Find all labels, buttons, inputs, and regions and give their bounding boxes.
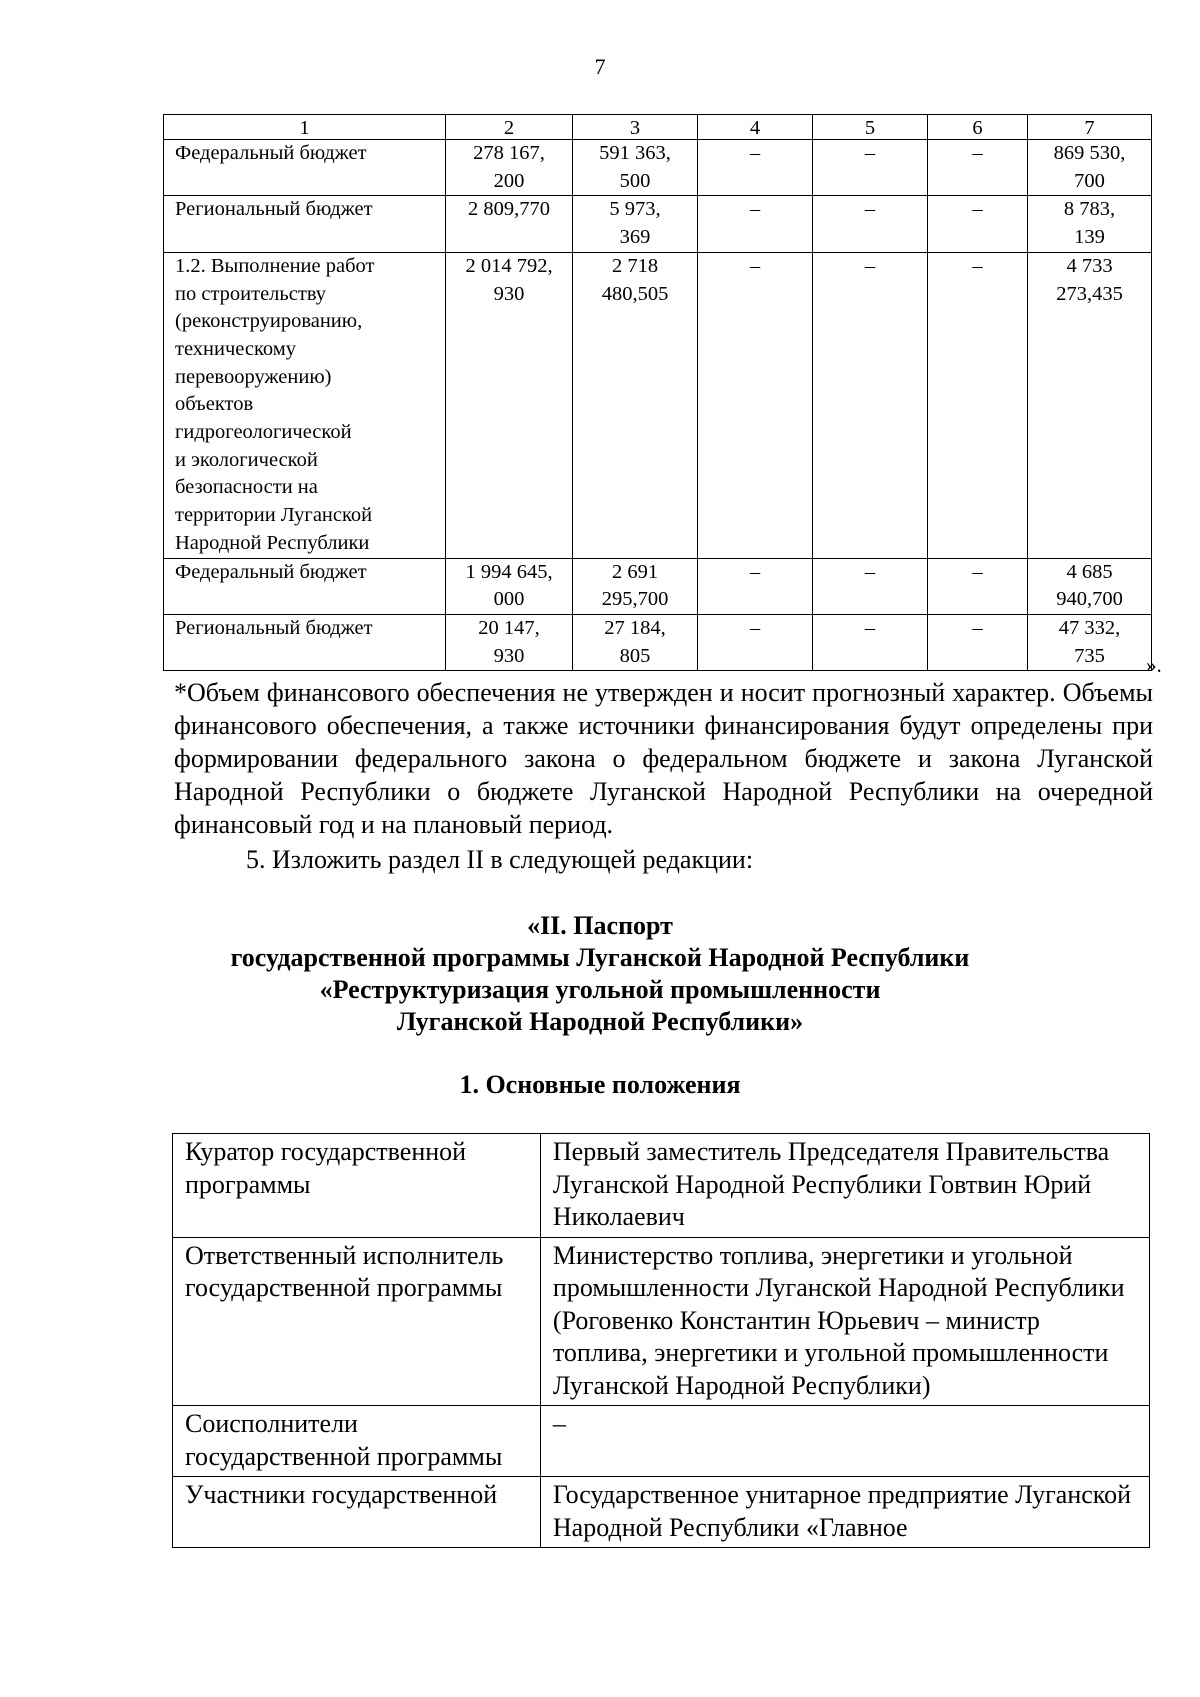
passport-value: – [540,1406,1149,1477]
page-number: 7 [594,54,606,79]
budget-cell: – [813,558,928,614]
budget-cell: 2 718 480,505 [573,252,698,558]
budget-cell: – [928,140,1028,196]
budget-cell: – [928,252,1028,558]
footnote-paragraph: *Объем финансового обеспечения не утвержден и носит прогнозный характер. Объемы финансового обеспечения, а также источники финансирования будут определены при формировании федерального закона о федеральном бюджете и закона Луганской Народной Республики о бюджете Луганской Народной Республики на очередной финансовый год и на плановый период. [174,678,1153,839]
closing-quote: ». [1146,653,1162,677]
budget-cell: – [928,614,1028,670]
column-header: 5 [813,115,928,140]
budget-row-name: 1.2. Выполнение работ по строительству (реконструированию, техническому перевооружению) объектов гидрогеологической и экологической безопасности на территории Луганской Народной Республики [164,252,446,558]
subsection-title: 1. Основные положения [459,1070,741,1099]
passport-value: Государственное унитарное предприятие Луганской Народной Республики «Главное [540,1477,1149,1548]
budget-cell: 5 973, 369 [573,196,698,252]
passport-label: Ответственный исполнитель государственной программы [173,1237,541,1406]
budget-row-name: Федеральный бюджет [164,558,446,614]
passport-value: Первый заместитель Председателя Правительства Луганской Народной Республики Говтвин Юрий Николаевич [540,1134,1149,1238]
budget-cell: – [813,614,928,670]
section-title [0,910,1200,1038]
budget-cell: 1 994 645, 000 [446,558,573,614]
section-title-line: «II. Паспорт [527,911,673,940]
section-title-line: Луганской Народной Республики» [396,1007,804,1036]
budget-cell: 2 809,770 [446,196,573,252]
budget-cell: 20 147, 930 [446,614,573,670]
budget-cell: – [698,252,813,558]
budget-cell: 4 733 273,435 [1028,252,1152,558]
column-header: 4 [698,115,813,140]
section-title-line: «Реструктуризация угольной промышленности [319,975,881,1004]
passport-label: Соисполнители государственной программы [173,1406,541,1477]
budget-cell: – [813,196,928,252]
budget-cell: – [928,196,1028,252]
budget-cell: – [813,252,928,558]
budget-cell: 27 184, 805 [573,614,698,670]
budget-cell: 8 783, 139 [1028,196,1152,252]
budget-cell: 2 014 792, 930 [446,252,573,558]
table-row [164,252,1152,558]
budget-row-name: Региональный бюджет [164,196,446,252]
budget-cell: – [928,558,1028,614]
column-header: 1 [164,115,446,140]
budget-cell: 47 332, 735 [1028,614,1152,670]
budget-table [163,114,1152,671]
budget-cell: – [698,140,813,196]
table-row [173,1237,1150,1406]
budget-cell: – [698,614,813,670]
table-row [164,196,1152,252]
table-row [173,1134,1150,1238]
table-row [164,558,1152,614]
column-header: 6 [928,115,1028,140]
column-header: 3 [573,115,698,140]
budget-cell: – [813,140,928,196]
section-title-line: государственной программы Луганской Народной Республики [230,943,970,972]
passport-label: Куратор государственной программы [173,1134,541,1238]
table-row [164,614,1152,670]
budget-cell: 278 167, 200 [446,140,573,196]
table-row [164,140,1152,196]
budget-row-name: Федеральный бюджет [164,140,446,196]
column-header: 2 [446,115,573,140]
instruction-paragraph: 5. Изложить раздел II в следующей редакции: [246,845,754,874]
budget-cell: 591 363, 500 [573,140,698,196]
budget-cell: – [698,558,813,614]
budget-cell: – [698,196,813,252]
budget-table-header-row [164,115,1152,140]
passport-table [172,1133,1150,1548]
budget-row-name: Региональный бюджет [164,614,446,670]
budget-cell: 4 685 940,700 [1028,558,1152,614]
table-row [173,1477,1150,1548]
budget-cell: 869 530, 700 [1028,140,1152,196]
passport-label: Участники государственной [173,1477,541,1548]
passport-value: Министерство топлива, энергетики и угольной промышленности Луганской Народной Республики (Роговенко Константин Юрьевич – министр топлива, энергетики и угольной промышленности Луганской Народной Республики) [540,1237,1149,1406]
table-row [173,1406,1150,1477]
budget-cell: 2 691 295,700 [573,558,698,614]
column-header: 7 [1028,115,1152,140]
